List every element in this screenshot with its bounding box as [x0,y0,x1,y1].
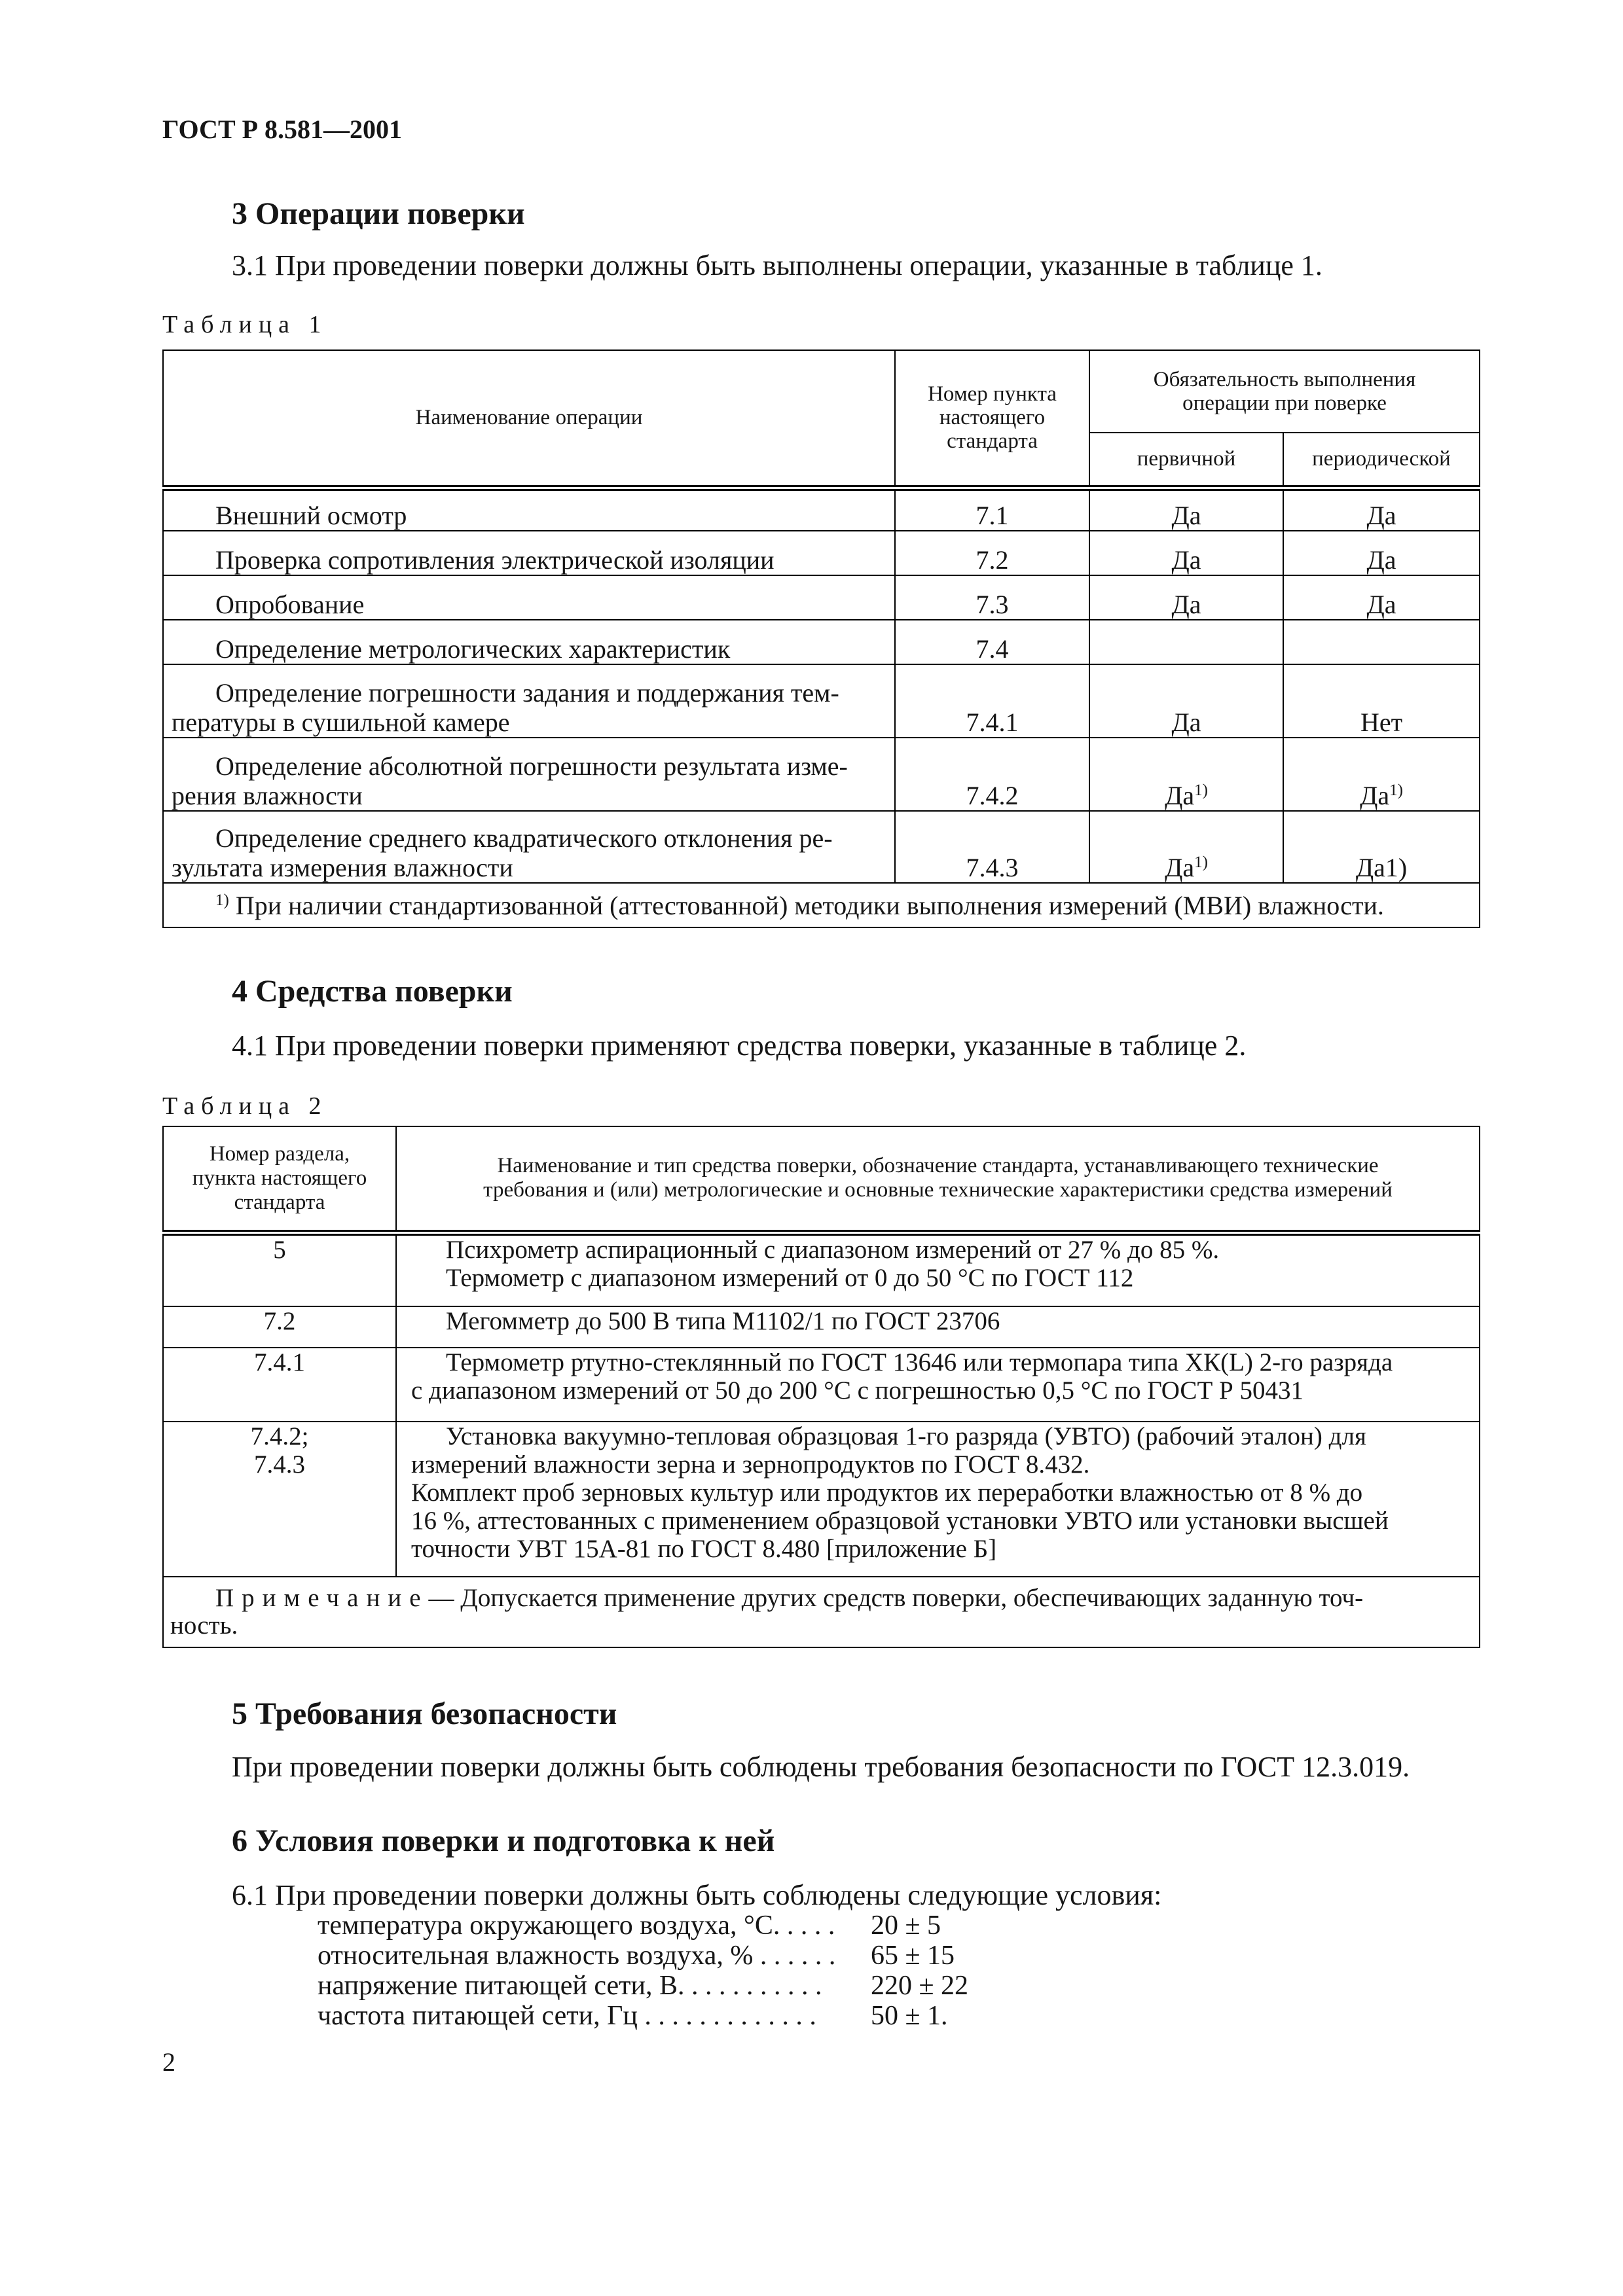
dot-leader: . . . . . . [753,1941,836,1971]
condition-label: температура окружающего воздуха, °С [318,1910,773,1941]
primary-check: Да [1089,664,1283,738]
operation-name [163,738,895,811]
primary-check: Да [1089,488,1283,531]
means-item: Мегомметр до 500 В типа М1102/1 по ГОСТ 23706 [446,1307,1000,1335]
header-text: Номер пункта настоящего стандарта [928,382,1057,454]
condition-value: 20 ± 5 [871,1910,941,1941]
means-item: Психрометр аспирационный с диапазоном измерений от 27 % до 85 %. [446,1235,1220,1264]
table-row [163,531,1480,575]
table-row [163,1422,1480,1577]
clause-number: 7.4.2 [895,738,1089,811]
periodic-check: Нет [1283,664,1480,738]
check-value: Да [1165,853,1195,882]
condition-row [318,1910,941,1941]
primary-check [1089,811,1283,883]
header-text: периодической [1312,447,1451,471]
table-2-header-clause [163,1126,396,1232]
header-text: первичной [1137,447,1236,471]
conditions-list [318,1910,969,2031]
clause-number: 7.4.1 [895,664,1089,738]
operation-name-text: Определение метрологических характеристик [215,634,731,664]
table-2-caption: Таблица 2 [162,1092,328,1120]
section-number-text: 7.2 [263,1307,296,1335]
table-row [163,620,1480,664]
condition-value: 65 ± 15 [871,1941,955,1971]
periodic-check: Да [1283,575,1480,620]
section-number [163,1348,396,1422]
table-1-header-operation [163,350,895,488]
section-number [163,1422,396,1577]
table-1-caption: Таблица 1 [162,311,328,338]
operation-name [163,664,895,738]
periodic-check: Да [1283,488,1480,531]
verification-means [396,1306,1480,1348]
table-row [163,1232,1480,1306]
page-number: 2 [162,2047,175,2077]
document-code: ГОСТ Р 8.581—2001 [162,115,403,144]
section-3-paragraph: 3.1 При проведении поверки должны быть выполнены операции, указанные в таблице 1. [232,249,1322,281]
operation-name [163,531,895,575]
table-1-header-mandatory [1089,350,1480,433]
section-number [163,1232,396,1306]
means-item: Комплект проб зерновых культур или продуктов их переработки влажностью от 8 % до 16 %, аттестованных с применением образцовой установки УВТО или установки высшей точности УВТ 15А-81 по ГОСТ 8.480 [приложение Б] [411,1479,1389,1563]
primary-check: Да [1089,575,1283,620]
table-row [163,575,1480,620]
operation-name-text: Определение абсолютной погрешности результата изме- рения влажности [172,751,848,810]
periodic-check: Да [1283,531,1480,575]
footnote-ref: 1) [1389,781,1403,799]
section-number [163,1306,396,1348]
condition-row [318,1971,969,2001]
means-item: Термометр с диапазоном измерений от 0 до 50 °С по ГОСТ 112 [446,1263,1134,1292]
section-6-paragraph: 6.1 При проведении поверки должны быть соблюдены следующие условия: [232,1879,1162,1911]
table-1-header-periodic [1283,433,1480,488]
condition-label: частота питающей сети, Гц [318,2001,638,2031]
check-value: Да [1165,781,1195,810]
clause-number: 7.4 [895,620,1089,664]
periodic-check [1283,738,1480,811]
means-item: Установка вакуумно-тепловая образцовая 1-го разряда (УВТО) (рабочий эталон) для измерений влажности зерна и зернопродуктов по ГОСТ 8.432. [411,1422,1366,1479]
table-row [163,738,1480,811]
clause-number: 7.2 [895,531,1089,575]
operation-name-text: Опробование [215,590,365,619]
table-1-header-clause [895,350,1089,488]
dot-leader: . . . . . . . . . . . . . [637,2001,816,2031]
operation-name-text: Внешний осмотр [215,501,407,530]
header-text: Номер раздела, пункта настоящего стандарта [192,1141,367,1214]
clause-number: 7.3 [895,575,1089,620]
operation-name-text: Определение среднего квадратического отклонения ре- зультата измерения влажности [172,823,833,882]
means-item: Термометр ртутно-стеклянный по ГОСТ 13646 или термопара типа ХК(L) 2-го разряда с диапазоном измерений от 50 до 200 °С с погрешностью 0,5 °С по ГОСТ Р 50431 [411,1348,1393,1405]
condition-row [318,2001,948,2031]
table-1-header-primary [1089,433,1283,488]
verification-means [396,1232,1480,1306]
operation-name [163,488,895,531]
table-row [163,664,1480,738]
periodic-check: Да1) [1283,811,1480,883]
verification-means [396,1348,1480,1422]
table-2 [162,1126,1480,1648]
table-row [163,488,1480,531]
operation-name [163,620,895,664]
section-number-text: 7.4.2; 7.4.3 [250,1422,309,1479]
table-1-footnote-row [163,883,1480,927]
condition-label: относительная влажность воздуха, % [318,1941,754,1971]
dot-leader: . . . . . [773,1910,835,1941]
check-value: Да [1360,781,1390,810]
note-text: — Допускается применение других средств поверки, обеспечивающих заданную точ- ность. [170,1584,1364,1640]
note-label: Примечание [215,1584,429,1612]
primary-check: Да [1089,531,1283,575]
section-number-text: 7.4.1 [254,1348,305,1376]
dot-leader: . . . . . . . . . . . [678,1971,822,2001]
section-3-title: 3 Операции поверки [232,196,525,231]
section-6-title: 6 Условия поверки и подготовка к ней [232,1823,775,1858]
clause-number: 7.4.3 [895,811,1089,883]
table-2-header-row [163,1126,1480,1232]
table-row [163,1306,1480,1348]
footnote-mark: 1) [215,891,229,909]
condition-value: 220 ± 22 [871,1971,969,2001]
table-2-note [163,1577,1480,1647]
clause-number: 7.1 [895,488,1089,531]
operation-name [163,575,895,620]
section-5-title: 5 Требования безопасности [232,1696,617,1731]
section-5-paragraph: При проведении поверки должны быть соблюдены требования безопасности по ГОСТ 12.3.019. [232,1751,1410,1783]
section-4-title: 4 Средства поверки [232,974,513,1009]
header-text: Наименование и тип средства поверки, обозначение стандарта, устанавливающего технические требования и (или) метрологические и основные технические характеристики средства измерений [483,1154,1393,1202]
table-1 [162,350,1480,928]
primary-check [1089,738,1283,811]
header-text: Обязательность выполнения операции при поверке [1153,368,1416,415]
section-4-paragraph: 4.1 При проведении поверки применяют средства поверки, указанные в таблице 2. [232,1030,1247,1062]
header-text: Наименование операции [415,406,643,430]
primary-check [1089,620,1283,664]
table-1-header-row [163,350,1480,433]
table-row [163,811,1480,883]
condition-value: 50 ± 1. [871,2001,948,2031]
footnote-ref: 1) [1194,853,1208,871]
periodic-check [1283,620,1480,664]
table-2-note-row [163,1577,1480,1647]
condition-label: напряжение питающей сети, В [318,1971,678,2001]
section-number-text: 5 [273,1235,286,1264]
table-2-header-means [396,1126,1480,1232]
operation-name-text: Проверка сопротивления электрической изоляции [215,545,775,575]
condition-row [318,1941,955,1971]
operation-name-text: Определение погрешности задания и поддержания тем- пературы в сушильной камере [172,678,839,737]
operation-name [163,811,895,883]
table-1-footnote [163,883,1480,927]
table-row [163,1348,1480,1422]
footnote-text: При наличии стандартизованной (аттестованной) методики выполнения измерений (МВИ) влажности. [235,890,1384,920]
verification-means [396,1422,1480,1577]
footnote-ref: 1) [1194,781,1208,799]
